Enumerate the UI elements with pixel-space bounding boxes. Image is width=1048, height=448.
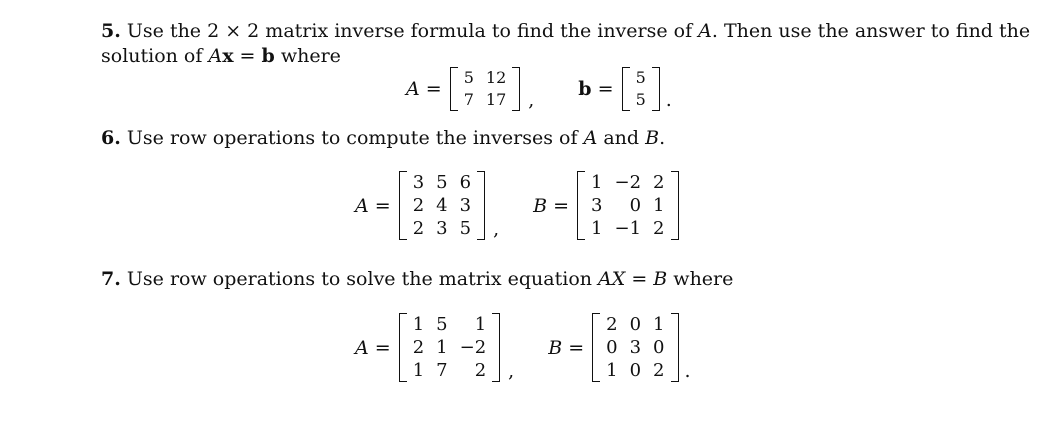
matrix-entry: 3 — [412, 172, 425, 193]
matrix-entry: 5 — [635, 68, 646, 87]
vector-symbol: b — [261, 45, 275, 67]
matrix-entry: 0 — [653, 337, 665, 358]
matrix-symbol: B — [645, 127, 660, 149]
period: . — [684, 360, 691, 382]
matrix-A — [450, 67, 521, 111]
problem-number: 5. — [101, 20, 121, 42]
matrix-entry: 3 — [591, 195, 603, 216]
problem-6-equation — [355, 171, 679, 240]
matrix-row — [630, 89, 652, 111]
matrix-entry: −2 — [614, 172, 642, 193]
matrix-entry: 0 — [629, 195, 642, 216]
matrix-entry: 2 — [474, 360, 487, 381]
vector-symbol: x — [222, 45, 234, 67]
matrix-entry: 1 — [591, 218, 603, 239]
problem-7-equation — [355, 313, 691, 382]
matrix-entry: 6 — [459, 172, 472, 193]
matrix-entry: 2 — [606, 314, 618, 335]
matrix-entry: 5 — [436, 314, 448, 335]
matrix-label: B = — [533, 194, 570, 217]
matrix-A — [399, 171, 485, 240]
matrix-row — [407, 336, 492, 359]
matrix-entry: 17 — [485, 90, 507, 109]
matrix-symbol: A — [583, 127, 598, 149]
matrix-entry: 2 — [653, 218, 665, 239]
matrix-row — [458, 67, 513, 89]
matrix-B — [592, 313, 678, 382]
matrix-entry: 1 — [653, 314, 665, 335]
problem-text: where — [274, 45, 341, 67]
matrix-entry: 1 — [412, 360, 425, 381]
problem-text: . Then use the answer to find the — [711, 20, 1031, 42]
problem-text: = — [233, 45, 262, 67]
matrix-row — [407, 313, 492, 336]
matrix-row — [407, 194, 477, 217]
problem-text: where — [667, 268, 734, 290]
matrix-entry: −1 — [614, 218, 642, 239]
matrix-entry: 1 — [591, 172, 603, 193]
comma: , — [528, 89, 535, 111]
matrix-row — [600, 359, 670, 382]
matrix-entry: −2 — [459, 337, 487, 358]
problem-number: 7. — [101, 268, 121, 290]
matrix-entry: 4 — [436, 195, 448, 216]
problem-7-statement — [101, 267, 1001, 292]
matrix-entry: 5 — [635, 90, 646, 109]
matrix-B — [577, 171, 678, 240]
matrix-label: B = — [548, 336, 585, 359]
matrix-entry: 2 — [412, 337, 425, 358]
matrix-row — [585, 217, 670, 240]
problem-text: Use row operations to compute the inverses of — [126, 127, 584, 149]
problem-text: and — [597, 127, 646, 149]
matrix-entry: 0 — [606, 337, 618, 358]
matrix-label: A = — [355, 336, 391, 359]
problem-5-statement — [101, 19, 1031, 69]
matrix-entry: 7 — [463, 90, 474, 109]
matrix-entry: 0 — [629, 314, 642, 335]
matrix-A — [399, 313, 500, 382]
problem-text: solution of — [101, 45, 209, 67]
vector-b — [622, 67, 660, 111]
problem-5-equation — [406, 67, 672, 111]
problem-text: Use the 2 × 2 matrix inverse formula to find the inverse of — [126, 20, 699, 42]
matrix-row — [458, 89, 513, 111]
matrix-label: A = — [355, 194, 391, 217]
problem-text: . — [659, 127, 666, 149]
matrix-entry: 5 — [436, 172, 448, 193]
matrix-row — [600, 336, 670, 359]
vector-label: b = — [578, 78, 614, 100]
matrix-symbol: B — [653, 268, 668, 290]
matrix-row — [407, 217, 477, 240]
matrix-symbol: AX — [598, 268, 626, 290]
period: . — [665, 89, 672, 111]
matrix-entry: 12 — [485, 68, 507, 87]
matrix-symbol: A — [208, 45, 223, 67]
matrix-entry: 1 — [606, 360, 618, 381]
comma: , — [493, 218, 500, 240]
matrix-entry: 5 — [463, 68, 474, 87]
matrix-entry: 2 — [412, 195, 425, 216]
matrix-entry: 2 — [653, 172, 665, 193]
matrix-entry: 7 — [436, 360, 448, 381]
matrix-row — [407, 359, 492, 382]
problem-text: = — [625, 268, 654, 290]
matrix-entry: 1 — [412, 314, 425, 335]
problem-6-statement — [101, 126, 1001, 151]
matrix-row — [585, 194, 670, 217]
matrix-entry: 5 — [459, 218, 472, 239]
matrix-entry: 0 — [629, 360, 642, 381]
matrix-entry: 3 — [629, 337, 642, 358]
problem-number: 6. — [101, 127, 121, 149]
matrix-entry: 1 — [474, 314, 487, 335]
matrix-entry: 2 — [653, 360, 665, 381]
matrix-label: A = — [406, 78, 442, 100]
matrix-row — [630, 67, 652, 89]
matrix-row — [600, 313, 670, 336]
problem-text: Use row operations to solve the matrix equation — [126, 268, 599, 290]
matrix-symbol: A — [698, 20, 712, 42]
comma: , — [508, 360, 515, 382]
matrix-entry: 1 — [653, 195, 665, 216]
matrix-entry: 3 — [459, 195, 472, 216]
matrix-entry: 1 — [436, 337, 448, 358]
matrix-row — [585, 171, 670, 194]
matrix-entry: 2 — [412, 218, 425, 239]
matrix-entry: 3 — [436, 218, 448, 239]
matrix-row — [407, 171, 477, 194]
